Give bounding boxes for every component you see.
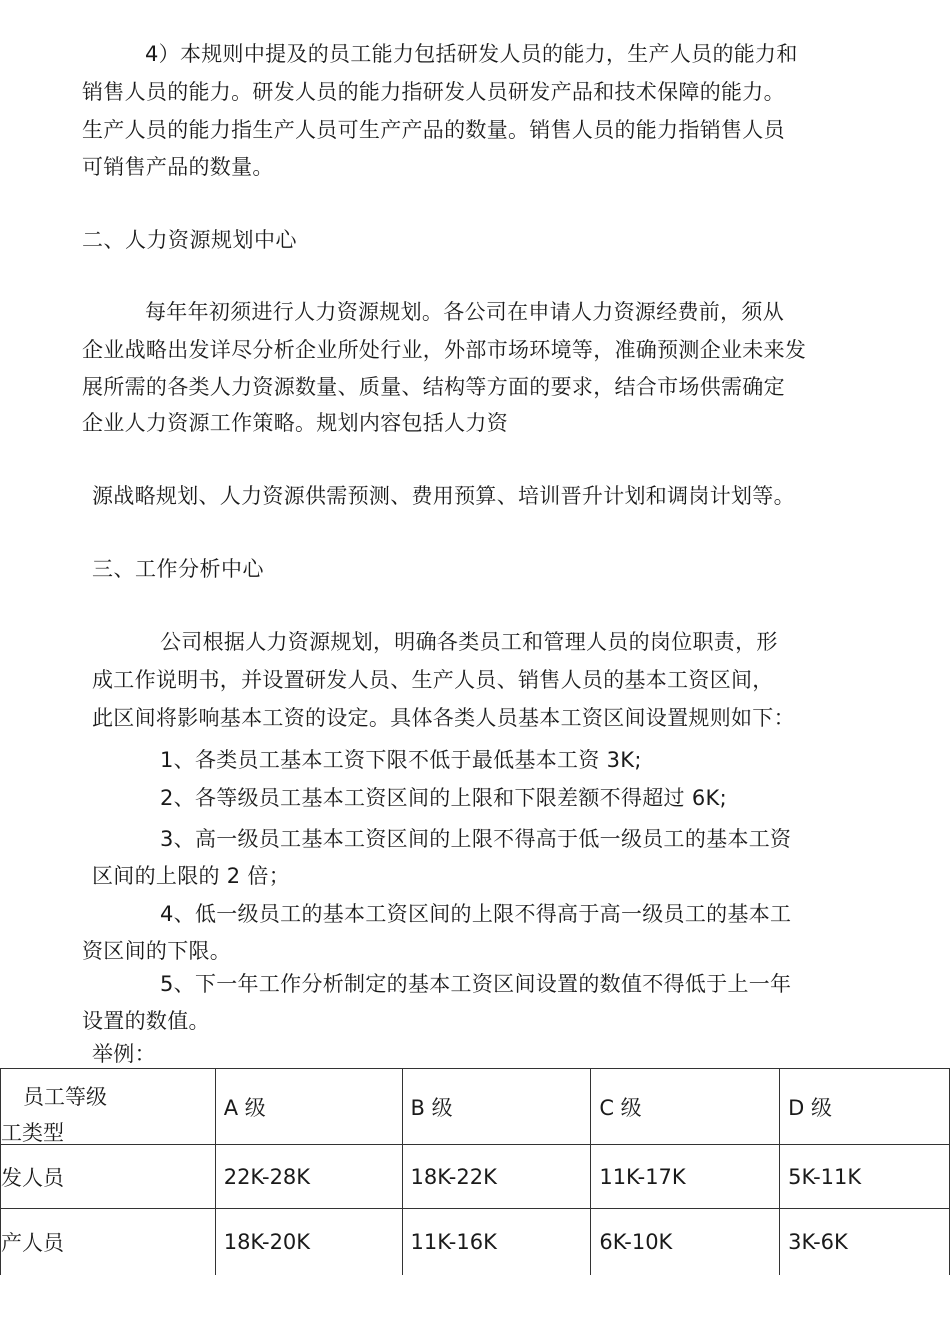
table-cell: 18K-20K (215, 1209, 402, 1276)
rule-line: 区间的上限的 2 倍； (92, 864, 291, 888)
row-type-cell: 产人员 (1, 1209, 216, 1276)
grade-header-cell: B 级 (402, 1069, 591, 1145)
table-cell: 22K-28K (215, 1145, 402, 1209)
paragraph-line: 企业人力资源工作策略。规划内容包括人力资 (82, 411, 508, 435)
rule-line: 5、下一年工作分析制定的基本工资区间设置的数值不得低于上一年 (160, 972, 792, 996)
row-type-cell: 发人员 (1, 1145, 216, 1209)
table-cell: 6K-10K (591, 1209, 780, 1276)
table-row (1, 1145, 950, 1209)
paragraph-line: 成工作说明书，并设置研发人员、生产人员、销售人员的基本工资区间， (92, 668, 774, 692)
section-heading: 三、工作分析中心 (92, 557, 264, 581)
table-row (1, 1209, 950, 1276)
example-label: 举例： (92, 1042, 156, 1066)
rule-line: 设置的数值。 (82, 1009, 210, 1033)
rule-line: 4、低一级员工的基本工资区间的上限不得高于高一级员工的基本工 (160, 902, 792, 926)
paragraph-line: 展所需的各类人力资源数量、质量、结构等方面的要求，结合市场供需确定 (82, 375, 785, 399)
grade-header-cell: C 级 (591, 1069, 780, 1145)
paragraph-line: 4）本规则中提及的员工能力包括研发人员的能力，生产人员的能力和 (145, 42, 798, 66)
paragraph-line: 可销售产品的数量。 (82, 155, 274, 179)
corner-grade-label: 员工等级 (23, 1085, 107, 1109)
paragraph-line: 生产人员的能力指生产人员可生产产品的数量。销售人员的能力指销售人员 (82, 118, 785, 142)
paragraph-line: 每年年初须进行人力资源规划。各公司在申请人力资源经费前，须从 (145, 300, 784, 324)
rule-line: 3、高一级员工基本工资区间的上限不得高于低一级员工的基本工资 (160, 827, 792, 851)
salary-range-table (0, 1068, 950, 1275)
section-heading: 二、人力资源规划中心 (82, 228, 297, 252)
paragraph-line: 源战略规划、人力资源供需预测、费用预算、培训晋升计划和调岗计划等。 (92, 484, 795, 508)
grade-header-cell: A 级 (215, 1069, 402, 1145)
table-cell: 11K-16K (402, 1209, 591, 1276)
table-cell: 5K-11K (780, 1145, 950, 1209)
table-header-row (1, 1069, 950, 1145)
paragraph-line: 此区间将影响基本工资的设定。具体各类人员基本工资区间设置规则如下： (92, 706, 795, 730)
rule-line: 2、各等级员工基本工资区间的上限和下限差额不得超过 6K; (160, 786, 727, 810)
table-corner-cell (1, 1069, 216, 1145)
rule-line: 资区间的下限。 (82, 939, 232, 963)
paragraph-line: 销售人员的能力。研发人员的能力指研发人员研发产品和技术保障的能力。 (82, 80, 785, 104)
table-cell: 11K-17K (591, 1145, 780, 1209)
corner-type-label: 工类型 (1, 1121, 64, 1145)
paragraph-line: 公司根据人力资源规划，明确各类员工和管理人员的岗位职责，形 (160, 630, 778, 654)
table-cell: 3K-6K (780, 1209, 950, 1276)
table-cell: 18K-22K (402, 1145, 591, 1209)
grade-header-cell: D 级 (780, 1069, 950, 1145)
paragraph-line: 企业战略出发详尽分析企业所处行业，外部市场环境等，准确预测企业未来发 (82, 338, 807, 362)
rule-line: 1、各类员工基本工资下限不低于最低基本工资 3K; (160, 748, 642, 772)
